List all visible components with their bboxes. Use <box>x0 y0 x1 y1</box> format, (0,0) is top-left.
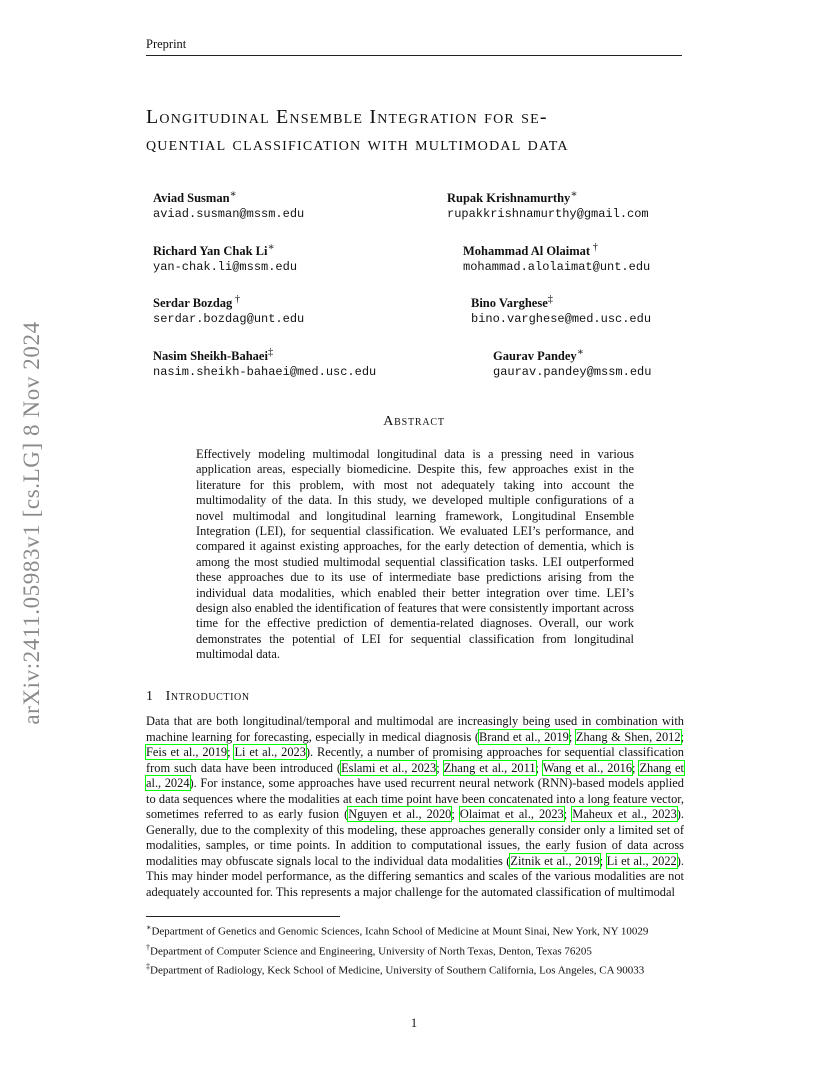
section-title: Introduction <box>165 689 250 704</box>
intro-text: ). Recently, a number of promising approaches for sequential classification from such data have been introduced ( <box>146 745 684 775</box>
footnote-mark: ‡ <box>146 962 150 972</box>
abstract-body: Effectively modeling multimodal longitudinal data is a pressing need in various application areas, especially biomedicine. Despite this, few approaches exist in the literature for this problem, with most not adequately taking into account the multimodality of the data. In this study, we developed multiple configurations of a novel multimodal and longitudinal learning framework, Longitudinal Ensemble Integration (LEI), for sequential classification. We evaluated LEI’s performance, and compared it against existing approaches, for the early detection of dementia, which is among the most studied multimodal sequential classification tasks. LEI outperformed these approaches due to its use of intermediate base predictions arising from the individual data modalities, which enabled their better integration over time. LEI’s design also enabled the identification of features that were consistently important across time for the effective prediction of dementia-related diagnoses. Overall, our work demonstrates the potential of LEI for sequential classification from longitudinal multimodal data. <box>196 447 634 662</box>
citation-separator: ; <box>451 807 460 821</box>
citation-separator: ; <box>599 853 607 868</box>
introduction-paragraph <box>146 714 684 900</box>
citation-link[interactable]: Olaimat et al., 2023 <box>459 807 564 821</box>
footnote-mark: ∗ <box>146 923 152 932</box>
author-name: Richard Yan Chak Li <box>153 244 268 259</box>
author-mark: † <box>590 242 598 253</box>
author-block <box>493 345 651 380</box>
citation-separator: ; <box>563 807 573 821</box>
author-block <box>447 187 649 222</box>
author-email[interactable]: aviad.susman@mssm.edu <box>153 207 305 222</box>
footnote-text: Department of Computer Science and Engineering, University of North Texas, Denton, Texas 76205 <box>150 945 592 958</box>
author-name: Mohammad Al Olaimat <box>463 244 591 259</box>
footnote <box>146 920 684 940</box>
author-email[interactable]: mohammad.alolaimat@unt.edu <box>463 260 651 275</box>
author-name: Gaurav Pandey <box>493 349 577 364</box>
author-block <box>471 292 651 327</box>
citation-separator: ; <box>568 729 576 744</box>
author-email[interactable]: gaurav.pandey@mssm.edu <box>493 365 652 380</box>
citation-link[interactable]: Zhang et al., 2011 <box>443 760 536 775</box>
citation-link[interactable]: Wang et al., 2016 <box>542 760 633 775</box>
author-mark: ‡ <box>547 294 553 305</box>
citation-link[interactable]: Brand et al., 2019 <box>479 729 569 744</box>
arxiv-stamp-text: arXiv:2411.05983v1 [cs.LG] 8 Nov 2024 <box>19 321 44 725</box>
author-block <box>463 240 650 275</box>
footnote <box>146 940 684 960</box>
footnotes <box>146 920 684 979</box>
citation-link[interactable]: Nguyen et al., 2020 <box>348 807 452 821</box>
author-mark: ∗ <box>570 189 578 200</box>
citation-link[interactable]: Eslami et al., 2023 <box>341 760 437 775</box>
section-heading <box>146 689 250 705</box>
arxiv-stamp <box>9 288 55 758</box>
citation-link[interactable]: Zitnik et al., 2019 <box>510 853 600 868</box>
citation-link[interactable]: Zhang et al., 2024 <box>146 760 685 790</box>
footnote-text: Department of Radiology, Keck School of Medicine, University of Southern California, Los Angeles, CA 90033 <box>150 964 645 977</box>
intro-text: ). For instance, some approaches have used recurrent neural network (RNN)-based models applied to data sequences where the modalities at each time point have been concatenated into a long feature vector, sometimes referred to as early fusion ( <box>146 776 684 821</box>
author-email[interactable]: yan-chak.li@mssm.edu <box>153 260 298 275</box>
section-number: 1 <box>146 689 154 704</box>
citation-separator: ; <box>632 760 640 775</box>
footnote <box>146 959 684 979</box>
citation-separator: ; <box>227 745 235 759</box>
author-block <box>153 240 297 275</box>
intro-text: Data that are both longitudinal/temporal and multimodal are increasingly being used in combination with machine learning for forecasting, especially in medical diagnosis ( <box>146 714 684 744</box>
author-name: Nasim Sheikh-Bahaei <box>153 349 268 364</box>
citation-link[interactable]: Zhang & Shen, 2012 <box>575 729 681 744</box>
intro-text: ). This may hinder model performance, as the differing semantics and scales of the various modalities are not adequately accounted for. This represents a major challenge for the automated classification of multimodal <box>146 853 684 899</box>
author-mark: ‡ <box>267 347 274 358</box>
author-name: Rupak Krishnamurthy <box>447 191 571 206</box>
author-email[interactable]: serdar.bozdag@unt.edu <box>153 312 305 327</box>
author-mark: ∗ <box>267 242 275 253</box>
author-block <box>153 345 376 380</box>
author-name: Serdar Bozdag <box>153 296 233 311</box>
author-mark: ∗ <box>576 347 584 358</box>
author-mark: † <box>232 294 241 305</box>
title-line-1: Longitudinal Ensemble Integration for se- <box>146 106 548 128</box>
footnote-mark: † <box>146 942 150 952</box>
citation-link[interactable]: Li et al., 2023 <box>234 745 306 759</box>
citation-separator: ; <box>680 729 685 744</box>
citation-separator: ; <box>535 760 543 775</box>
footnote-text: Department of Genetics and Genomic Sciences, Icahn School of Medicine at Mount Sinai, New York, NY 10029 <box>151 925 649 938</box>
citation-link[interactable]: Feis et al., 2019 <box>146 745 228 759</box>
author-email[interactable]: bino.varghese@med.usc.edu <box>471 312 652 327</box>
author-name: Aviad Susman <box>153 191 230 206</box>
author-email[interactable]: rupakkrishnamurthy@gmail.com <box>447 207 649 222</box>
citation-link[interactable]: Li et al., 2022 <box>606 853 677 868</box>
author-email[interactable]: nasim.sheikh-bahaei@med.usc.edu <box>153 365 377 380</box>
author-mark: ∗ <box>229 189 237 200</box>
running-header: Preprint <box>146 37 682 56</box>
paper-title <box>146 104 706 158</box>
citation-link[interactable]: Maheux et al., 2023 <box>572 807 677 821</box>
author-block <box>153 187 304 222</box>
citation-separator: ; <box>436 760 444 775</box>
author-name: Bino Varghese <box>471 296 548 311</box>
abstract-heading: Abstract <box>383 414 445 429</box>
footnote-rule <box>146 916 340 917</box>
page-number: 1 <box>410 1016 418 1030</box>
intro-text: ). Generally, due to the complexity of this modeling, these approaches generally consider only a limited set of modalities, samples, or time points. In addition to computational issues, the early fusion of data across modalities may obfuscate signals local to the individual data modalities ( <box>146 807 685 868</box>
title-line-2: quential classification with multimodal data <box>146 133 569 155</box>
author-block <box>153 292 304 327</box>
